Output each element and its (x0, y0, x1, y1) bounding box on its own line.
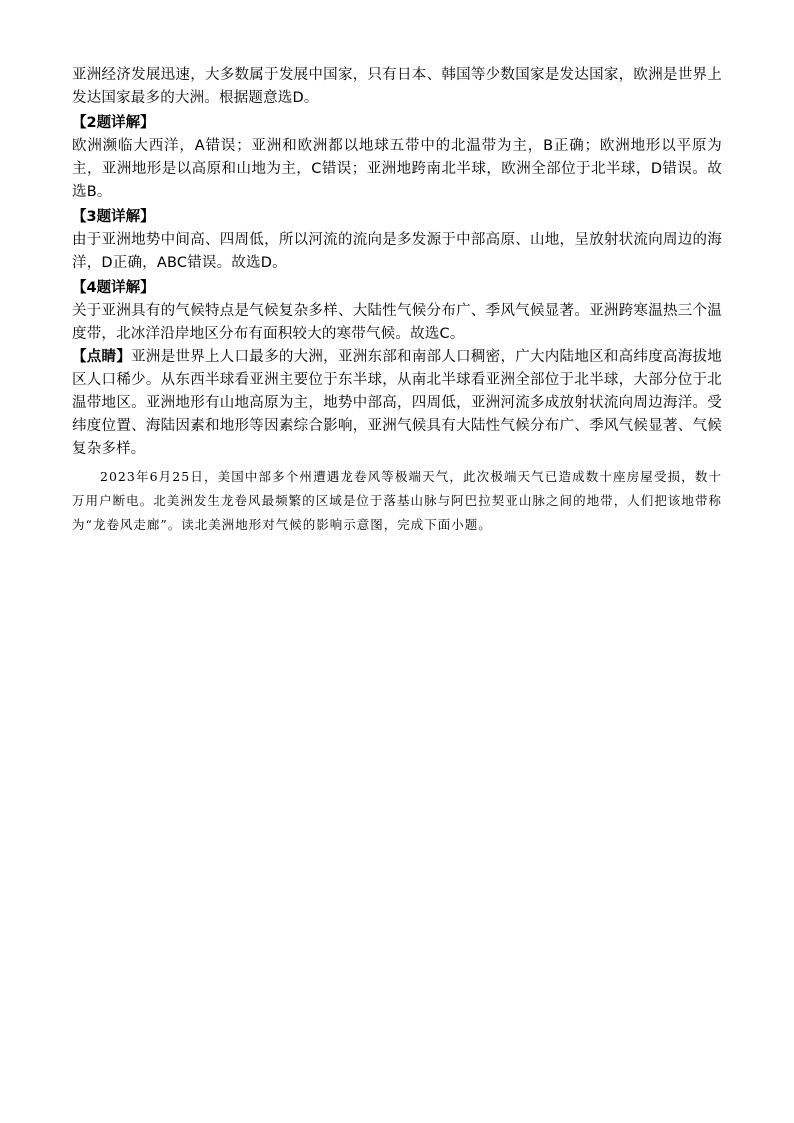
key-point-text: 亚洲是世界上人口最多的大洲，亚洲东部和南部人口稠密，广大内陆地区和高纬度高海拔地区人口稀少。从东西半球看亚洲主要位于东半球，从南北半球看亚洲全部位于北半球，大部分位于北温带地区。亚洲地形有山地高原为主，地势中部高，四周低，亚洲河流多成放射状流向周边海洋。受纬度位置、海陆因素和地形等因素综合影响，亚洲气候具有大陆性气候分布广、季风气候显著、气候复杂多样。 (72, 349, 722, 457)
question-4-explanation: 关于亚洲具有的气候特点是气候复杂多样、大陆性气候分布广、季风气候显著。亚洲跨寒温热三个温度带，北冰洋沿岸地区分布有面积较大的寒带气候。故选C。 (72, 303, 722, 342)
question-3-heading: 【3题详解】 (72, 209, 155, 225)
question-4-heading: 【4题详解】 (72, 280, 155, 296)
question-3-explanation: 由于亚洲地势中间高、四周低，所以河流的流向是多发源于中部高原、山地，呈放射状流向周边的海洋，D正确，ABC错误。故选D。 (72, 232, 722, 271)
question-2-heading: 【2题详解】 (72, 115, 155, 131)
key-point-paragraph (72, 346, 722, 461)
question-2-explanation: 欧洲濒临大西洋，A错误；亚洲和欧洲都以地球五带中的北温带为主，B正确；欧洲地形以平原为主，亚洲地形是以高原和山地为主，C错误；亚洲地跨南北半球，欧洲全部位于北半球，D错误。故选B。 (72, 138, 722, 200)
key-point-label: 【点睛】 (72, 349, 132, 365)
reading-material: 2023年6月25日，美国中部多个州遭遇龙卷风等极端天气，此次极端天气已造成数十座房屋受损，数十万用户断电。北美洲发生龙卷风最频繁的区域是位于落基山脉与阿巴拉契亚山脉之间的地带，人们把该地带称为“龙卷风走廊”。读北美洲地形对气候的影响示意图，完成下面小题。 (72, 469, 722, 532)
document-content (72, 64, 722, 537)
answer-1-explanation: 亚洲经济发展迅速，大多数属于发展中国家，只有日本、韩国等少数国家是发达国家，欧洲是世界上发达国家最多的大洲。根据题意选D。 (72, 67, 722, 106)
